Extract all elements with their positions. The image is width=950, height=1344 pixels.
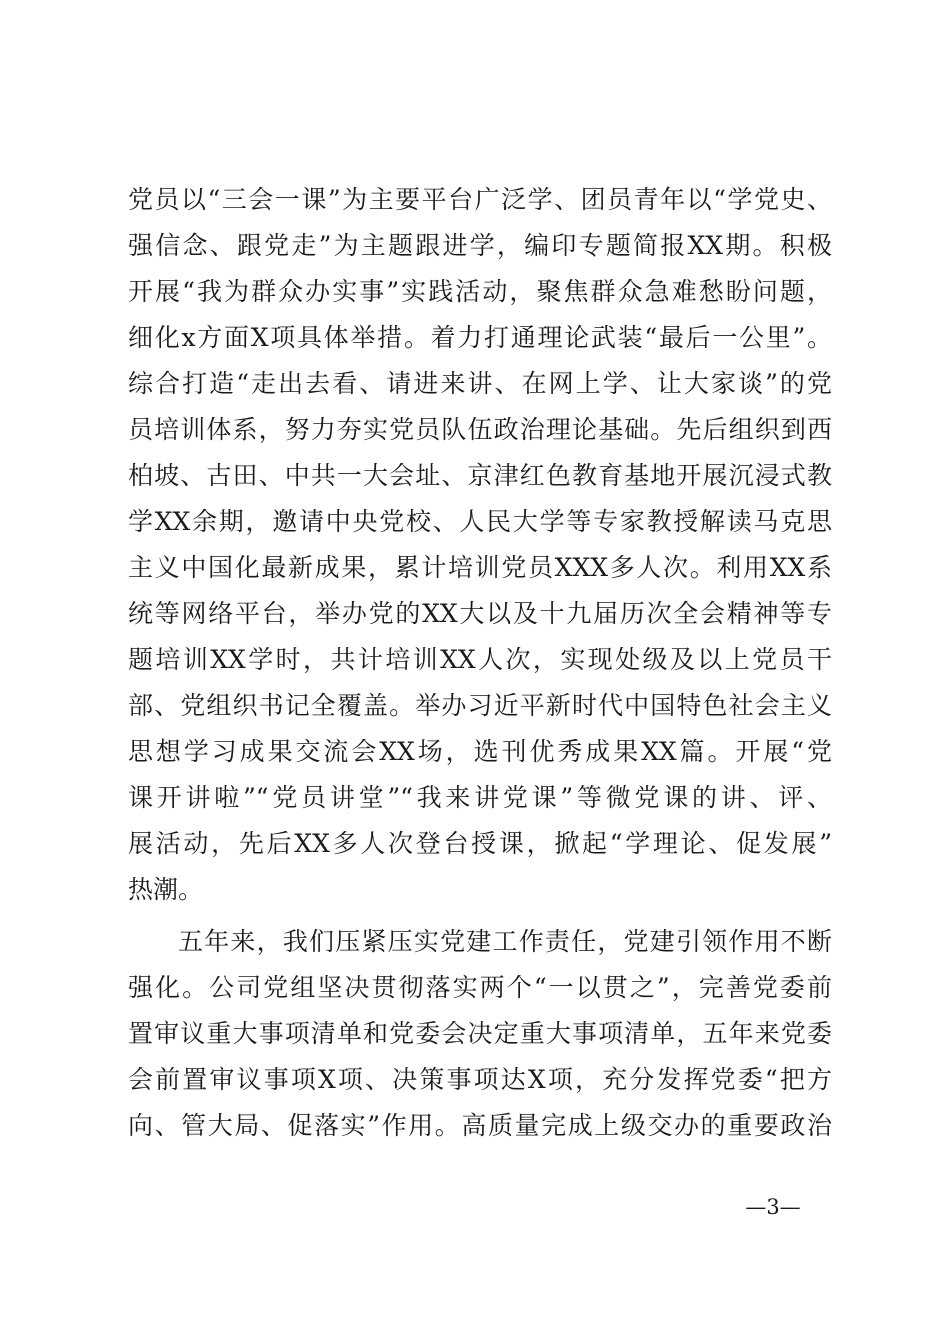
text-line: 强信念、跟党走”为主题跟进学，编印专题简报XX期。积极 <box>128 231 832 260</box>
text-line: 课开讲啦”“党员讲堂”“我来讲党课”等微党课的讲、评、 <box>128 783 832 812</box>
text-line: 柏坡、古田、中共一大会址、京津红色教育基地开展沉浸式教 <box>128 461 832 490</box>
text-line: 细化x方面X项具体举措。着力打通理论武装“最后一公里”。 <box>128 323 832 352</box>
text-line: 主义中国化最新成果，累计培训党员XXX多人次。利用XX系 <box>128 553 832 582</box>
text-line: 思想学习成果交流会XX场，选刊优秀成果XX篇。开展“党 <box>128 737 832 766</box>
text-line: 学XX余期，邀请中央党校、人民大学等专家教授解读马克思 <box>128 507 832 536</box>
text-line: 题培训XX学时，共计培训XX人次，实现处级及以上党员干 <box>128 645 832 674</box>
text-line: 向、管大局、促落实”作用。高质量完成上级交办的重要政治 <box>128 1111 832 1140</box>
page-number: —3— <box>745 1195 801 1219</box>
text-line: 五年来，我们压紧压实党建工作责任，党建引领作用不断 <box>178 927 832 956</box>
text-line: 热潮。 <box>128 875 204 904</box>
text-line: 强化。公司党组坚决贯彻落实两个“一以贯之”，完善党委前 <box>128 973 832 1002</box>
text-line: 会前置审议事项X项、决策事项达X项，充分发挥党委“把方 <box>128 1065 832 1094</box>
text-line: 开展“我为群众办实事”实践活动，聚焦群众急难愁盼问题， <box>128 277 832 306</box>
text-line: 员培训体系，努力夯实党员队伍政治理论基础。先后组织到西 <box>128 415 832 444</box>
text-line: 置审议重大事项清单和党委会决定重大事项清单，五年来党委 <box>128 1019 832 1048</box>
text-line: 展活动，先后XX多人次登台授课，掀起“学理论、促发展” <box>128 829 832 858</box>
text-line: 综合打造“走出去看、请进来讲、在网上学、让大家谈”的党 <box>128 369 832 398</box>
text-line: 部、党组织书记全覆盖。举办习近平新时代中国特色社会主义 <box>128 691 832 720</box>
paragraph-2 <box>128 919 832 1149</box>
body-text <box>128 177 832 1149</box>
paragraph-1 <box>128 177 832 913</box>
text-line: 党员以“三会一课”为主要平台广泛学、团员青年以“学党史、 <box>128 185 832 214</box>
text-line: 统等网络平台，举办党的XX大以及十九届历次全会精神等专 <box>128 599 832 628</box>
